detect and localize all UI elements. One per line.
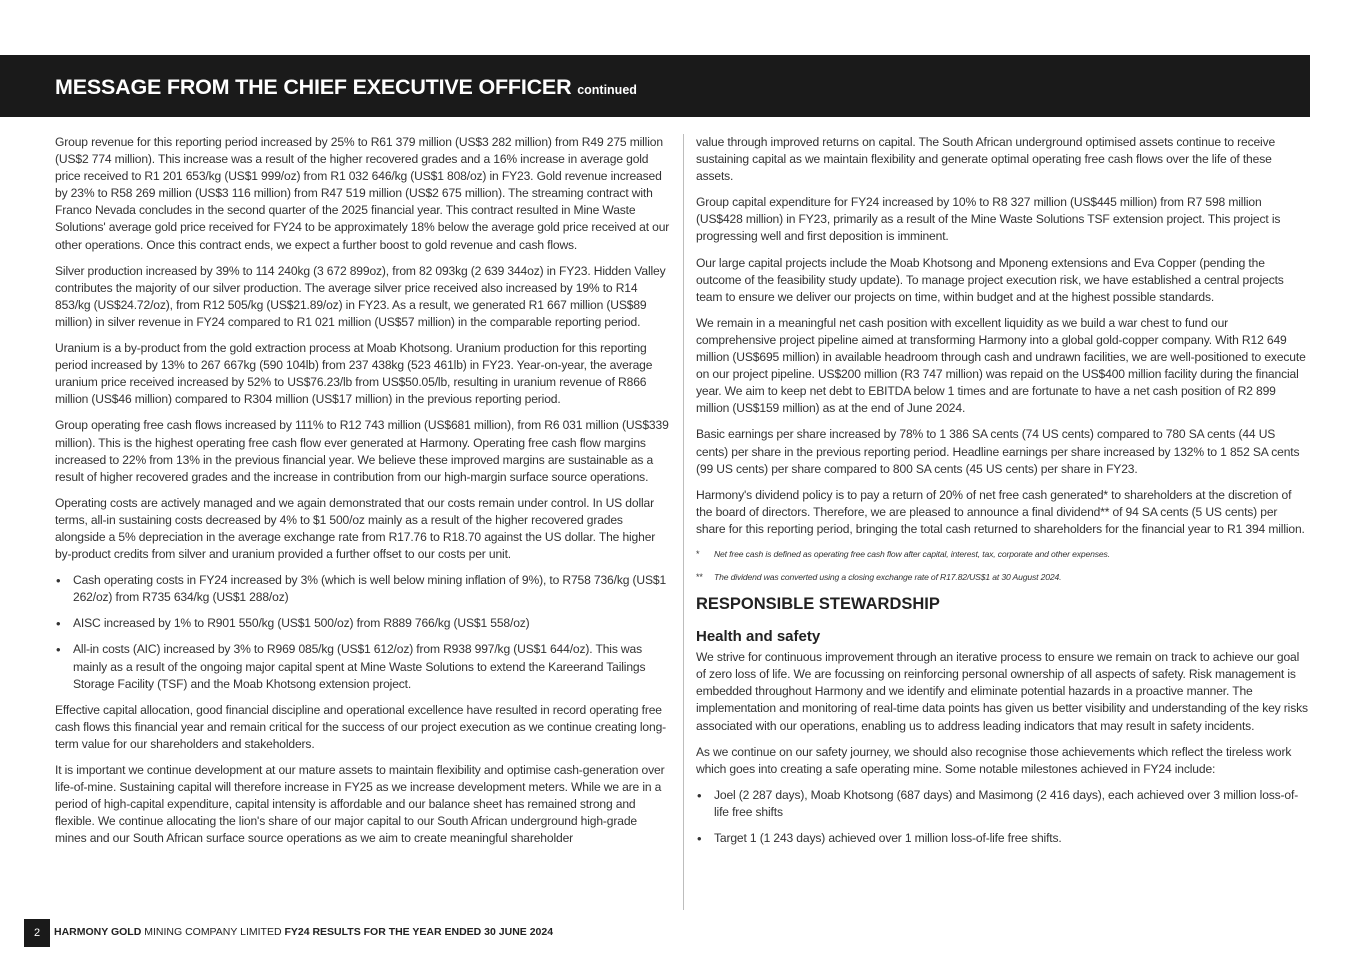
paragraph-capital-expenditure: Group capital expenditure for FY24 increased by 10% to R8 327 million (US$445 million) from R7 598 million (US$428 million) in FY23, primarily as a result of the Mine Waste Solutions TSF extension project. This project is progressing well and first deposition is imminent. — [696, 195, 1281, 244]
paragraph-returns-on-capital: value through improved returns on capital. The South African underground optimised assets continue to receive sustaining capital as we maintain flexibility and generate optimal operating free cash flows over the life of these assets. — [696, 135, 1276, 184]
paragraph-operating-costs: Operating costs are actively managed and we again demonstrated that our costs remain under control. In US dollar terms, all-in sustaining costs decreased by 4% to $1 500/oz mainly as a result of the higher recovered grades alongside a 5% depreciation in the average exchange rate from R17.76 to R18.70 against the US dollar. The higher by-product credits from silver and uranium provided a further offset to our costs per unit. — [55, 495, 656, 562]
paragraph-continuous-improvement: We strive for continuous improvement through an iterative process to ensure we remain on track to achieve our goal of zero loss of life. We are focussing on reinforcing personal ownership of all aspects of safety. Risk management is embedded throughout Harmony and we identify and eliminate potential hazards in a proactive manner. The implementation and monitoring of real-time data points has given us better visibility and understanding of the key risks associated with our operations, enabling us to address leading indicators that may result in safety incidents. — [696, 650, 1308, 733]
paragraph-operating-free-cash-flows: Group operating free cash flows increased by 111% to R12 743 million (US$681 million), from R6 031 million (US$339 million). This is the highest operating free cash flow ever generated at Harmony. Operating free cash flow margins increased to 22% from 13% in the previous financial year. We believe these improved margins are sustainable as a result of higher recovered grades and the increase in contribution from our high-margin surface source operations. — [55, 418, 669, 484]
footnote-text: Net free cash is defined as operating free cash flow after capital, interest, tax, corporate and other expenses. — [714, 548, 1110, 559]
list-item: • All-in costs (AIC) increased by 3% to R969 085/kg (US$1 612/oz) from R938 997/kg (US$1 644/oz). This was mainly as a result of the ongoing major capital spent at Mine Waste Solutions to extend the Kareerand Tailings Storage Facility (TSF) and the Moab Khotsong extension project. — [55, 641, 671, 692]
list-item: • Cash operating costs in FY24 increased by 3% (which is well below mining inflation of 9%), to R758 736/kg (US$1 262/oz) from R735 634/kg (US$1 288/oz) — [55, 572, 671, 606]
subsection-heading: Health and safety — [696, 628, 821, 646]
footnote-text: The dividend was converted using a closing exchange rate of R17.82/US$1 at 30 August 2024. — [714, 571, 1062, 582]
page-title — [55, 74, 637, 103]
footer-company-bold: HARMONY GOLD — [54, 926, 142, 938]
paragraph-group-revenue: Group revenue for this reporting period increased by 25% to R61 379 million (US$3 282 million) from R49 275 million (US$2 774 million). This increase was a result of the higher recovered grades and a 16% increase in average gold price received to R1 201 653/kg (US$1 999/oz) from R1 032 646/kg (US$1 808/oz) in FY23. Gold revenue increased by 23% to R58 269 million (US$3 116 million) from R47 519 million (US$2 675 million). The streaming contract with Franco Nevada concludes in the second quarter of the 2025 financial year. This contract resulted in Mine Waste Solutions' average gold price received for FY24 to be approximately 18% below the average gold price received at our other operations. Once this contract ends, we expect a further boost to gold revenue and cash flows. — [55, 135, 670, 252]
footnote — [696, 547, 1308, 561]
section-heading: RESPONSIBLE STEWARDSHIP — [696, 594, 940, 613]
left-column — [55, 134, 671, 856]
footer-company-rest: MINING COMPANY LIMITED — [144, 926, 282, 938]
safety-milestone-list — [696, 787, 1308, 847]
footnote — [696, 570, 1308, 584]
paragraph-capital-projects: Our large capital projects include the Moab Khotsong and Mponeng extensions and Eva Copper (pending the outcome of the feasibility study update). To manage project execution risk, we have established a central projects team to ensure we deliver our projects on time, within budget and at the highest possible standards. — [696, 255, 1284, 304]
footnote-mark: ** — [696, 571, 703, 582]
footnote-mark: * — [696, 548, 700, 559]
paragraph-silver-production: Silver production increased by 39% to 114 240kg (3 672 899oz), from 82 093kg (2 639 344oz) in FY23. Hidden Valley contributes the majority of our silver production. The average silver price received also increased by 19% to R14 853/kg (US$24.72/oz), from R12 505/kg (US$21.89/oz) in FY23. As a result, we generated R1 667 million (US$89 million) in silver revenue in FY24 compared to R1 021 million (US$57 million) in the comparable reporting period. — [55, 263, 666, 329]
paragraph-dividend-policy: Harmony's dividend policy is to pay a return of 20% of net free cash generated* to shareholders at the discretion of the board of directors. Therefore, we are pleased to announce a final dividend** of 94 SA cents (5 US cents) per share for this reporting period, bringing the total cash returned to shareholders for the financial year to R1 394 million. — [696, 487, 1305, 536]
paragraph-uranium: Uranium is a by-product from the gold extraction process at Moab Khotsong. Uranium production for this reporting period increased by 13% to 267 667kg (590 104lb) from 237 438kg (523 461lb) in FY23. Year-on-year, the average uranium price received increased by 52% to US$76.23/lb from US$50.05/lb, resulting in uranium revenue of R866 million (US$46 million) compared to R304 million (US$17 million) in the previous reporting period. — [55, 341, 653, 407]
footer-text — [54, 926, 553, 938]
page-number: 2 — [24, 919, 50, 947]
right-column — [696, 134, 1308, 856]
list-item: • Joel (2 287 days), Moab Khotsong (687 days) and Masimong (2 416 days), each achieved over 3 million loss-of-life free shifts — [696, 787, 1308, 821]
footer-report-title: FY24 RESULTS FOR THE YEAR ENDED 30 JUNE 2024 — [284, 926, 554, 938]
list-item: • Target 1 (1 243 days) achieved over 1 million loss-of-life free shifts. — [696, 830, 1308, 847]
header-banner — [0, 55, 1310, 117]
page-title-text: MESSAGE FROM THE CHIEF EXECUTIVE OFFICER — [55, 75, 572, 99]
page-title-continued: continued — [577, 83, 637, 97]
paragraph-safety-journey: As we continue on our safety journey, we should also recognise those achievements which reflect the tireless work which goes into creating a safe operating mine. Some notable milestones achieved in FY24 include: — [696, 744, 1292, 776]
paragraph-capital-allocation: Effective capital allocation, good financial discipline and operational excellence have resulted in record operating free cash flows this financial year and remain critical for the success of our project execution as we continue creating long-term value for our shareholders and stakeholders. — [55, 702, 667, 751]
cost-bullet-list — [55, 572, 671, 693]
paragraph-mature-assets: It is important we continue development at our mature assets to maintain flexibility and optimise cash-generation over life-of-mine. Sustaining capital will therefore increase in FY25 as we increase development meters. While we are in a period of high-capital expenditure, capital intensity is affordable and our balance sheet has remained strong and flexible. We continue allocating the lion's share of our major capital to our South African underground high-grade mines and our South African surface source operations as we aim to create meaningful shareholder — [55, 763, 665, 846]
paragraph-net-cash-position: We remain in a meaningful net cash position with excellent liquidity as we build a war chest to fund our comprehensive project pipeline aimed at transforming Harmony into a global gold-copper company. With R12 649 million (US$695 million) in available headroom through cash and undrawn facilities, we are well-positioned to execute on our project pipeline. US$200 million (R3 747 million) was repaid on the US$400 million facility during the financial year. We aim to keep net debt to EBITDA below 1 times and are fortunate to have a net cash position of R2 899 million (US$159 million) as at the end of June 2024. — [696, 315, 1306, 416]
footnotes — [696, 547, 1308, 584]
paragraph-earnings-per-share: Basic earnings per share increased by 78% to 1 386 SA cents (74 US cents) compared to 780 SA cents (44 US cents) per share in the previous reporting period. Headline earnings per share increased by 132% to 1 852 SA cents (99 US cents) per share compared to 800 SA cents (45 US cents) per share in FY23. — [696, 427, 1300, 476]
column-divider — [683, 134, 684, 910]
list-item: • AISC increased by 1% to R901 550/kg (US$1 500/oz) from R889 766/kg (US$1 558/oz) — [55, 615, 671, 632]
